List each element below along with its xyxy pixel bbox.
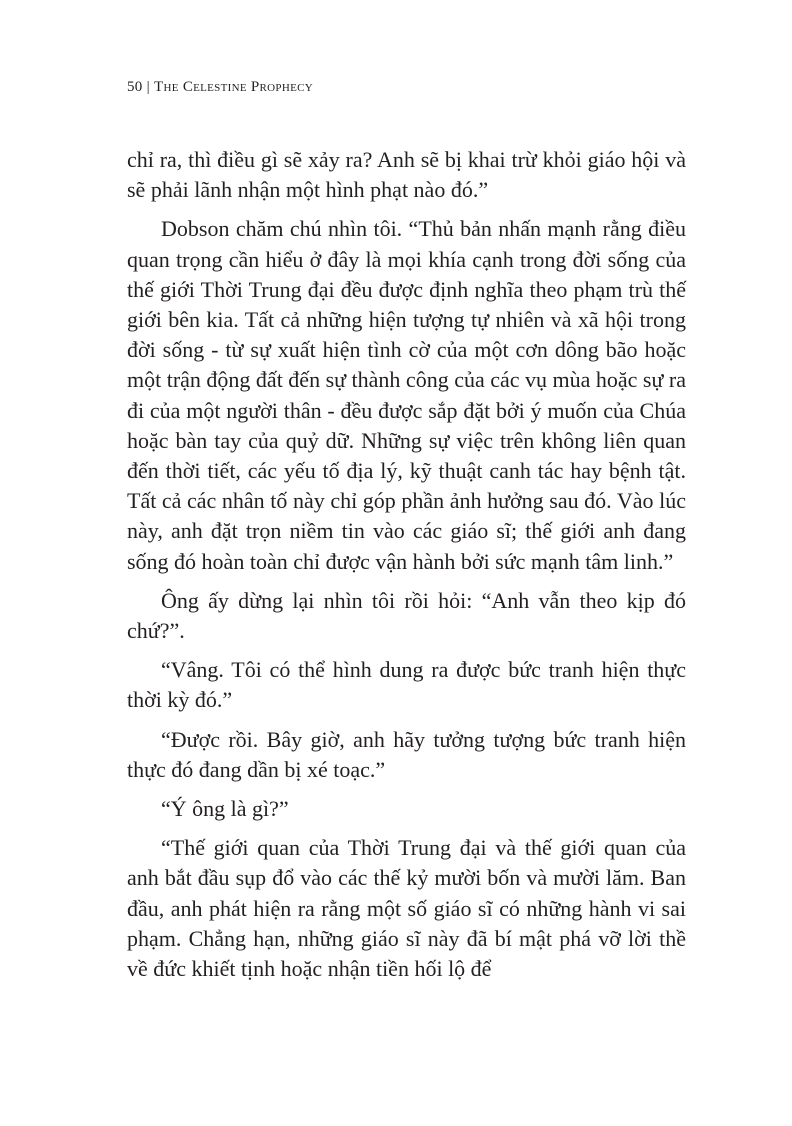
- page-number: 50: [127, 79, 143, 95]
- book-title: The Celestine Prophecy: [154, 79, 313, 95]
- paragraph: “Được rồi. Bây giờ, anh hãy tưởng tượng bức tranh hiện thực đó đang dần bị xé toạc.”: [127, 726, 686, 782]
- paragraph-continuation: chỉ ra, thì điều gì sẽ xảy ra? Anh sẽ bị khai trừ khỏi giáo hội và sẽ phải lãnh nhận một hình phạt nào đó.”: [127, 147, 686, 203]
- paragraph: “Ý ông là gì?”: [161, 796, 289, 822]
- running-head: [127, 79, 313, 96]
- header-separator: |: [146, 79, 150, 95]
- paragraph: “Thế giới quan của Thời Trung đại và thế giới quan của anh bắt đầu sụp đổ vào các thế kỷ mười bốn và mười lăm. Ban đầu, anh phát hiện ra rằng một số giáo sĩ có những hành vi sai phạm. Chẳng hạn, những giáo sĩ này đã bí mật phá vỡ lời thề về đức khiết tịnh hoặc nhận tiền hối lộ để: [127, 835, 686, 982]
- paragraph: Ông ấy dừng lại nhìn tôi rồi hỏi: “Anh vẫn theo kịp đó chứ?”.: [127, 587, 686, 644]
- paragraph: “Vâng. Tôi có thể hình dung ra được bức tranh hiện thực thời kỳ đó.”: [127, 657, 686, 713]
- body-text: [127, 145, 686, 993]
- paragraph: Dobson chăm chú nhìn tôi. “Thủ bản nhấn mạnh rằng điều quan trọng cần hiểu ở đây là mọi khía cạnh trong đời sống của thế giới Thời Trung đại đều được định nghĩa theo phạm trù thế giới bên kia. Tất cả những hiện tượng tự nhiên và xã hội trong đời sống - từ sự xuất hiện tình cờ của một cơn dông bão hoặc một trận động đất đến sự thành công của các vụ mùa hoặc sự ra đi của một người thân - đều được sắp đặt bởi ý muốn của Chúa hoặc bàn tay của quỷ dữ. Những sự việc trên không liên quan đến thời tiết, các yếu tố địa lý, kỹ thuật canh tác hay bệnh tật. Tất cả các nhân tố này chỉ góp phần ảnh hưởng sau đó. Vào lúc này, anh đặt trọn niềm tin vào các giáo sĩ; thế giới anh đang sống đó hoàn toàn chỉ được vận hành bởi sức mạnh tâm linh.”: [127, 216, 687, 574]
